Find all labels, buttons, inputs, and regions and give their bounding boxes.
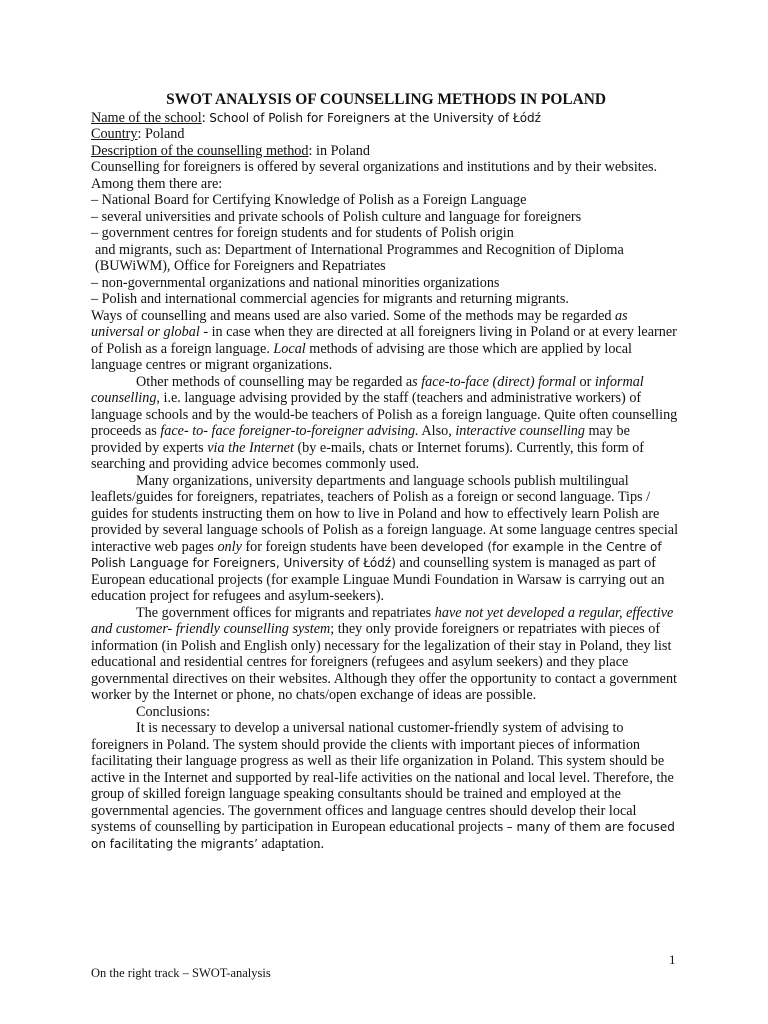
document-page <box>91 92 681 852</box>
text-run: or <box>575 373 595 390</box>
school-value: School of Polish for Foreigners at the University of Łódź <box>209 110 541 125</box>
text-run: Ways of counselling and means used are also varied. Some of the methods may be regarded <box>91 307 616 324</box>
government-paragraph <box>91 605 681 704</box>
text-run: – many of them are focused on facilitating the migrants’ <box>91 820 675 851</box>
list-item: – government centres for foreign students and for students of Polish origin <box>91 225 514 241</box>
organizations-paragraph <box>91 473 681 605</box>
list-item: and migrants, such as: Department of International Programmes and Recognition of Diploma (BUWiWM), Office for Foreigners and Repatriates <box>95 241 624 274</box>
method-label: Description of the counselling method <box>91 142 309 159</box>
method-value: in Poland <box>316 142 370 159</box>
country-value: Poland <box>145 126 185 142</box>
emphasis: as universal or global <box>91 307 628 340</box>
text-run: may be provided by experts <box>91 423 630 456</box>
ways-paragraph <box>91 308 681 374</box>
text-run: The government offices for migrants and repatriates <box>136 604 435 621</box>
text-run: - in case when they are directed at all foreigners living in Poland or at every learner of Polish as a foreign language. <box>91 324 677 357</box>
text-run: methods of advising are those which are applied by local language centres or migrant organizations. <box>91 340 632 373</box>
text-run: developed (for example in the Centre of Polish Language for Foreigners, University of Łódź) <box>91 539 662 570</box>
text-run: , i.e. language advising provided by the staff (teachers and administrative workers) of language schools and by the would-be teachers of Polish as a foreign language. Quite often counselling proceeds as <box>91 390 678 439</box>
emphasis: have not yet developed a regular, effective and customer- friendly counselling system <box>91 604 674 637</box>
list-item: – National Board for Certifying Knowledge of Polish as a Foreign Language <box>91 192 527 208</box>
list-item: – Polish and international commercial agencies for migrants and returning migrants. <box>91 291 569 307</box>
intro-paragraph: Counselling for foreigners is offered by several organizations and institutions and by their websites. Among them there are: <box>91 159 658 192</box>
conclusions-heading: Conclusions: <box>136 703 211 720</box>
emphasis: face- to- face foreigner-to-foreigner advising. <box>160 423 419 439</box>
list-item: – several universities and private schools of Polish culture and language for foreigners <box>91 208 582 225</box>
page-footer: On the right track – SWOT-analysis <box>91 966 271 980</box>
country-line: Country: Poland <box>91 126 185 142</box>
emphasis: Local <box>273 340 306 357</box>
text-run: It is necessary to develop a universal national customer-friendly system of advising to foreigners in Poland. The system should provide the clients with important pieces of information facilitating their language progress as well as their life organization in Poland. This system should be active in the Internet and supported by real-life activities on the national and local level. Therefore, the group of skilled foreign language speaking consultants should be trained and employed at the governmental agencies. The government offices and language centres should develop their local systems of counselling by participation in European educational projects <box>91 720 674 835</box>
country-label: Country <box>91 126 138 142</box>
page-title: SWOT ANALYSIS OF COUNSELLING METHODS IN POLAND <box>166 91 606 108</box>
conclusions-paragraph <box>91 720 681 852</box>
text-run: for foreign students have been <box>241 538 421 555</box>
school-line: Name of the school: School of Polish for Foreigners at the University of Łódź <box>91 109 541 126</box>
other-methods-paragraph <box>91 374 681 473</box>
emphasis: only <box>217 538 242 555</box>
method-line: Description of the counselling method: in Poland <box>91 142 370 159</box>
text-run: Many organizations, university departments and language schools publish multilingual leaflets/guides for foreigners, repatriates, teachers of Polish as a foreign or second language. Tips / guides for students instructing them on how to live in Poland and how to effectively learn Polish are provided by several language schools of Polish as a foreign language. At some language centres special interactive web pages <box>91 472 679 555</box>
text-run: Also, <box>418 423 456 439</box>
text-run: ; they only provide foreigners or repatriates with pieces of information (in Polish and English only) necessary for the legalization of their stay in Poland, they list educational and residential centres for foreigners (refugees and asylum seekers) and they place governmental directives on their websites. Although they offer the opportunity to contact a government worker by the Internet or phone, no chats/open exchange of ideas are possible. <box>91 621 678 703</box>
page-number: 1 <box>669 952 676 967</box>
text-run: Other methods of counselling may be regarded a <box>136 373 413 390</box>
school-label: Name of the school <box>91 109 202 126</box>
text-run: (by e-mails, chats or Internet forums). Currently, this form of searching and providing advice becomes commonly used. <box>91 439 645 472</box>
list-item: – non-governmental organizations and national minorities organizations <box>91 274 500 291</box>
text-run: adaptation. <box>257 835 325 852</box>
emphasis: via the Internet <box>207 439 294 456</box>
text-run: and counselling system is managed as part of European educational projects (for example Linguae Mundi Foundation in Warsaw is carrying out an education project for refugees and asylum-seekers). <box>91 555 665 604</box>
emphasis: informal counselling <box>91 373 644 406</box>
emphasis: s face-to-face (direct) formal <box>412 373 576 390</box>
emphasis: interactive counselling <box>455 423 585 439</box>
